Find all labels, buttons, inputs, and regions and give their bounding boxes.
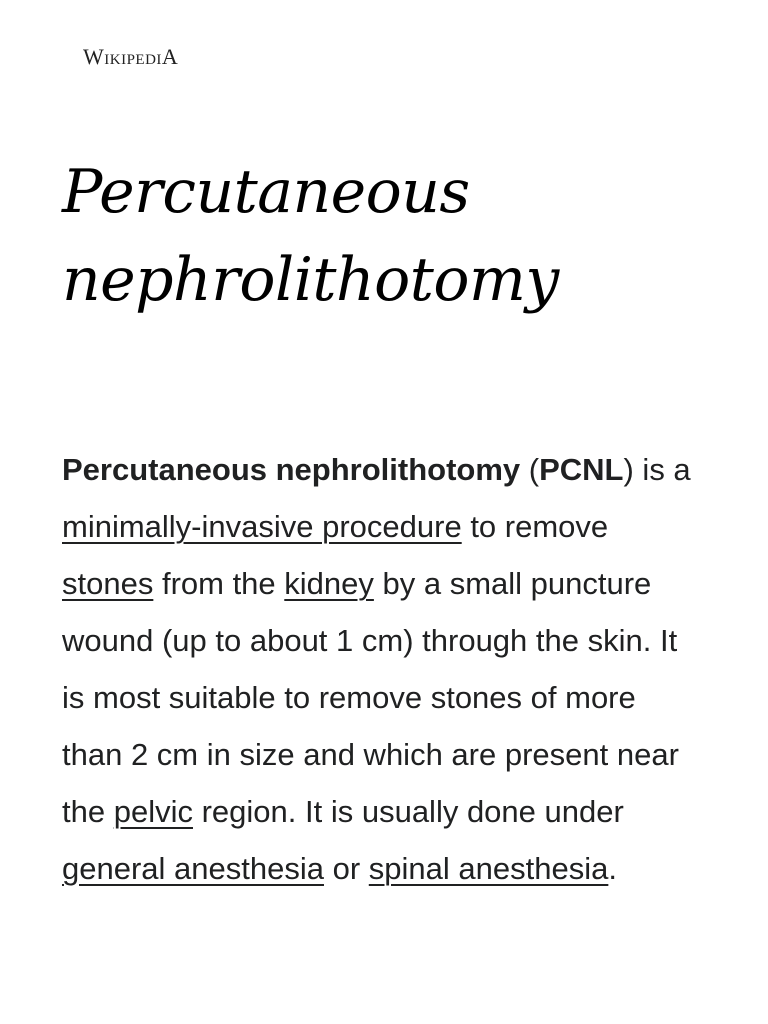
link-spinal-anesthesia[interactable]: spinal anesthesia bbox=[368, 851, 609, 886]
lead-text-5: by a small puncture wound (up to about 1 cm) through the skin. It is most suitable to remove stones of more than 2 cm in size and which are present near the bbox=[62, 566, 679, 829]
lead-text-1: ( bbox=[520, 452, 540, 487]
page-title-line-2: nephrolithotomy bbox=[62, 245, 559, 315]
logo-letter-w: W bbox=[83, 44, 105, 69]
page-title-line-1: Percutaneous bbox=[62, 157, 470, 227]
link-general-anesthesia[interactable]: general anesthesia bbox=[62, 851, 324, 886]
lead-text-6: region. It is usually done under bbox=[192, 794, 624, 829]
link-pelvic[interactable]: pelvic bbox=[113, 794, 193, 829]
lead-text-7: or bbox=[323, 851, 369, 886]
lead-text-2: ) is a bbox=[623, 452, 691, 487]
lead-text-4: from the bbox=[153, 566, 285, 601]
logo-small-caps: IKIPEDI bbox=[104, 52, 162, 68]
lead-text-3: to remove bbox=[461, 509, 609, 544]
page-title bbox=[62, 148, 742, 324]
bold-abbreviation: PCNL bbox=[539, 452, 624, 487]
lead-paragraph bbox=[62, 441, 702, 897]
link-minimally-invasive-procedure[interactable]: minimally-invasive procedure bbox=[62, 509, 462, 544]
logo-letter-a: A bbox=[161, 44, 179, 69]
wikipedia-wordmark-logo[interactable] bbox=[83, 44, 178, 70]
link-kidney[interactable]: kidney bbox=[284, 566, 374, 601]
lead-text-8: . bbox=[608, 851, 617, 886]
bold-term: Percutaneous nephrolithotomy bbox=[62, 452, 521, 487]
link-stones[interactable]: stones bbox=[62, 566, 154, 601]
